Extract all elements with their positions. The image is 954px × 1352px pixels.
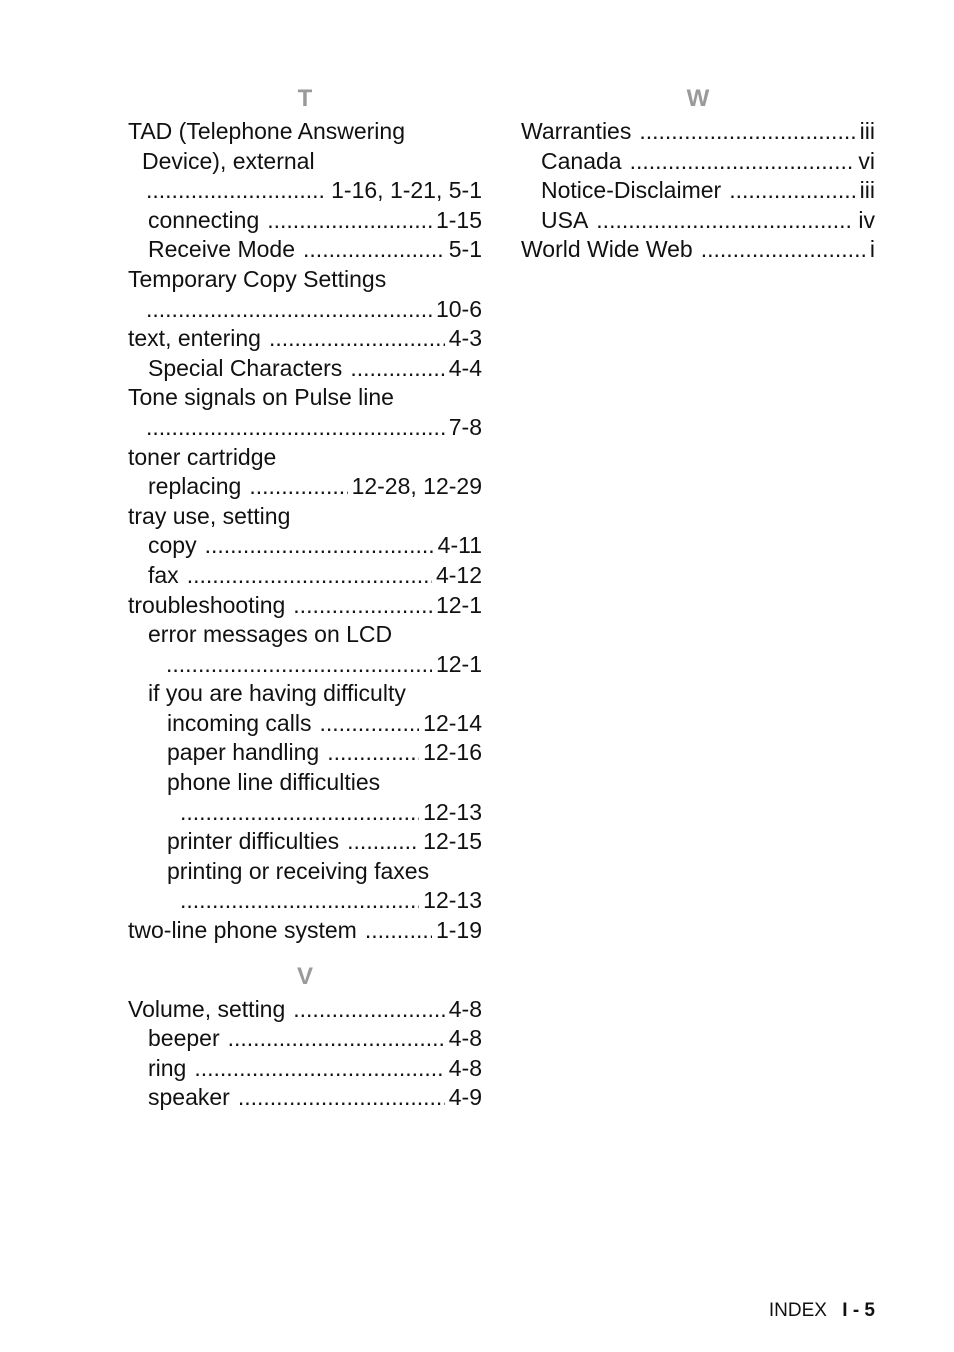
entry-label: text, entering <box>128 325 261 352</box>
entry-page-ref: 4-3 <box>448 325 482 352</box>
dot-leader <box>146 176 327 206</box>
entry-page-ref: 7-8 <box>448 413 482 440</box>
dot-leader <box>187 561 432 591</box>
entry-label: speaker <box>148 1084 230 1111</box>
index-entry <box>128 354 482 384</box>
entry-page-ref: 4-9 <box>448 1084 482 1111</box>
entry-label: two-line phone system <box>128 917 357 944</box>
entry-page-ref: 12-15 <box>423 828 482 855</box>
index-entry <box>128 650 482 680</box>
index-entry <box>128 709 482 739</box>
dot-leader <box>729 176 855 206</box>
entry-page-ref: 4-8 <box>448 1054 482 1081</box>
dot-leader <box>701 235 866 265</box>
entry-label: incoming calls <box>167 709 312 736</box>
index-entry <box>521 176 875 206</box>
index-entry <box>128 561 482 591</box>
entry-page-ref: 1-16, 1-21, 5-1 <box>331 177 482 204</box>
index-entry <box>128 295 482 325</box>
index-entry: tray use, setting <box>128 502 291 529</box>
section-letter: T <box>297 85 313 112</box>
index-entry <box>128 827 482 857</box>
index-entry: printing or receiving faxes <box>167 857 430 884</box>
dot-leader <box>365 916 432 946</box>
dot-leader <box>267 206 432 236</box>
section-letter: V <box>296 962 313 990</box>
entry-label: Warranties <box>521 118 632 144</box>
index-entry <box>128 206 482 236</box>
entry-page-ref: 12-13 <box>423 798 482 825</box>
dot-leader <box>293 591 432 621</box>
entry-label: World Wide Web <box>521 236 693 263</box>
entry-label: Special Characters <box>148 354 343 381</box>
page-footer <box>769 1300 875 1322</box>
entry-label: Canada <box>541 147 622 174</box>
index-entry <box>128 995 482 1025</box>
index-entry <box>128 531 482 561</box>
index-entry <box>128 738 482 768</box>
entry-label: Receive Mode <box>148 236 296 263</box>
entry-page-ref: 4-4 <box>448 354 482 381</box>
index-entry: error messages on LCD <box>148 621 393 648</box>
entry-label: ring <box>148 1054 187 1081</box>
entry-page-ref: 4-11 <box>437 532 482 559</box>
index-entry <box>128 324 482 354</box>
index-entry: Tone signals on Pulse line <box>128 384 394 411</box>
dot-leader <box>166 650 432 680</box>
index-entry: Temporary Copy Settings <box>128 265 387 292</box>
entry-page-ref: 12-1 <box>435 650 482 677</box>
index-entry <box>521 206 875 236</box>
dot-leader <box>303 235 445 265</box>
dot-leader <box>180 798 419 828</box>
footer-page-number: I - 5 <box>842 1300 875 1321</box>
entry-label: printer difficulties <box>167 828 340 855</box>
entry-label: replacing <box>148 473 242 500</box>
dot-leader <box>249 472 347 502</box>
entry-label: USA <box>541 206 589 233</box>
entry-label: paper handling <box>167 739 320 766</box>
index-entry <box>128 916 482 946</box>
entry-page-ref: 5-1 <box>448 236 482 263</box>
index-entry <box>128 1083 482 1113</box>
entry-page-ref: 4-8 <box>448 1025 482 1052</box>
index-entry: toner cartridge <box>128 443 277 470</box>
entry-label: troubleshooting <box>128 591 286 618</box>
index-entry: phone line difficulties <box>167 769 381 796</box>
index-entry <box>128 591 482 621</box>
dot-leader <box>180 886 419 916</box>
index-entry <box>128 1024 482 1054</box>
dot-leader <box>639 117 855 147</box>
index-entry: Device), external <box>142 147 315 174</box>
entry-label: connecting <box>148 206 260 233</box>
index-entry <box>128 472 482 502</box>
entry-page-ref: 1-19 <box>435 917 482 944</box>
index-entry <box>128 176 482 206</box>
dot-leader <box>596 206 854 236</box>
index-entry <box>521 117 875 147</box>
dot-leader <box>194 1054 444 1084</box>
dot-leader <box>269 324 445 354</box>
entry-page-ref: 1-15 <box>435 206 482 233</box>
entry-page-ref: 12-13 <box>423 887 482 914</box>
index-column-right <box>521 80 875 265</box>
index-entry <box>128 235 482 265</box>
index-entry <box>128 798 482 828</box>
entry-page-ref: 12-16 <box>423 739 482 766</box>
footer-label: INDEX <box>768 1300 827 1321</box>
entry-page-ref: iv <box>858 206 875 233</box>
entry-label: Notice-Disclaimer <box>541 177 722 204</box>
entry-label: copy <box>148 532 197 559</box>
entry-page-ref: 4-8 <box>448 995 482 1022</box>
entry-label: beeper <box>148 1025 220 1052</box>
entry-page-ref: iii <box>859 177 875 204</box>
section-letter: W <box>686 85 710 112</box>
dot-leader <box>347 827 419 857</box>
index-entry: if you are having difficulty <box>148 680 406 707</box>
dot-leader <box>293 995 444 1025</box>
entry-page-ref: i <box>869 236 875 263</box>
dot-leader <box>228 1024 445 1054</box>
index-entry <box>128 413 482 443</box>
index-entry: TAD (Telephone Answering <box>128 118 405 144</box>
dot-leader <box>630 147 855 177</box>
dot-leader <box>146 413 445 443</box>
dot-leader <box>205 531 434 561</box>
index-entry <box>128 1054 482 1084</box>
entry-page-ref: 12-1 <box>435 591 482 618</box>
dot-leader <box>319 709 419 739</box>
dot-leader <box>327 738 419 768</box>
entry-page-ref: 4-12 <box>435 561 482 588</box>
entry-label: fax <box>148 561 179 588</box>
dot-leader <box>350 354 444 384</box>
entry-page-ref: 12-14 <box>423 709 482 736</box>
dot-leader <box>238 1083 445 1113</box>
entry-page-ref: vi <box>858 147 875 174</box>
entry-page-ref: 10-6 <box>435 295 482 322</box>
dot-leader <box>146 295 432 325</box>
index-entry <box>521 147 875 177</box>
index-entry <box>521 235 875 265</box>
entry-label: Volume, setting <box>128 995 286 1022</box>
index-entry <box>128 886 482 916</box>
index-column-left <box>128 80 482 1113</box>
entry-page-ref: 12-28, 12-29 <box>351 473 482 500</box>
entry-page-ref: iii <box>859 118 875 144</box>
